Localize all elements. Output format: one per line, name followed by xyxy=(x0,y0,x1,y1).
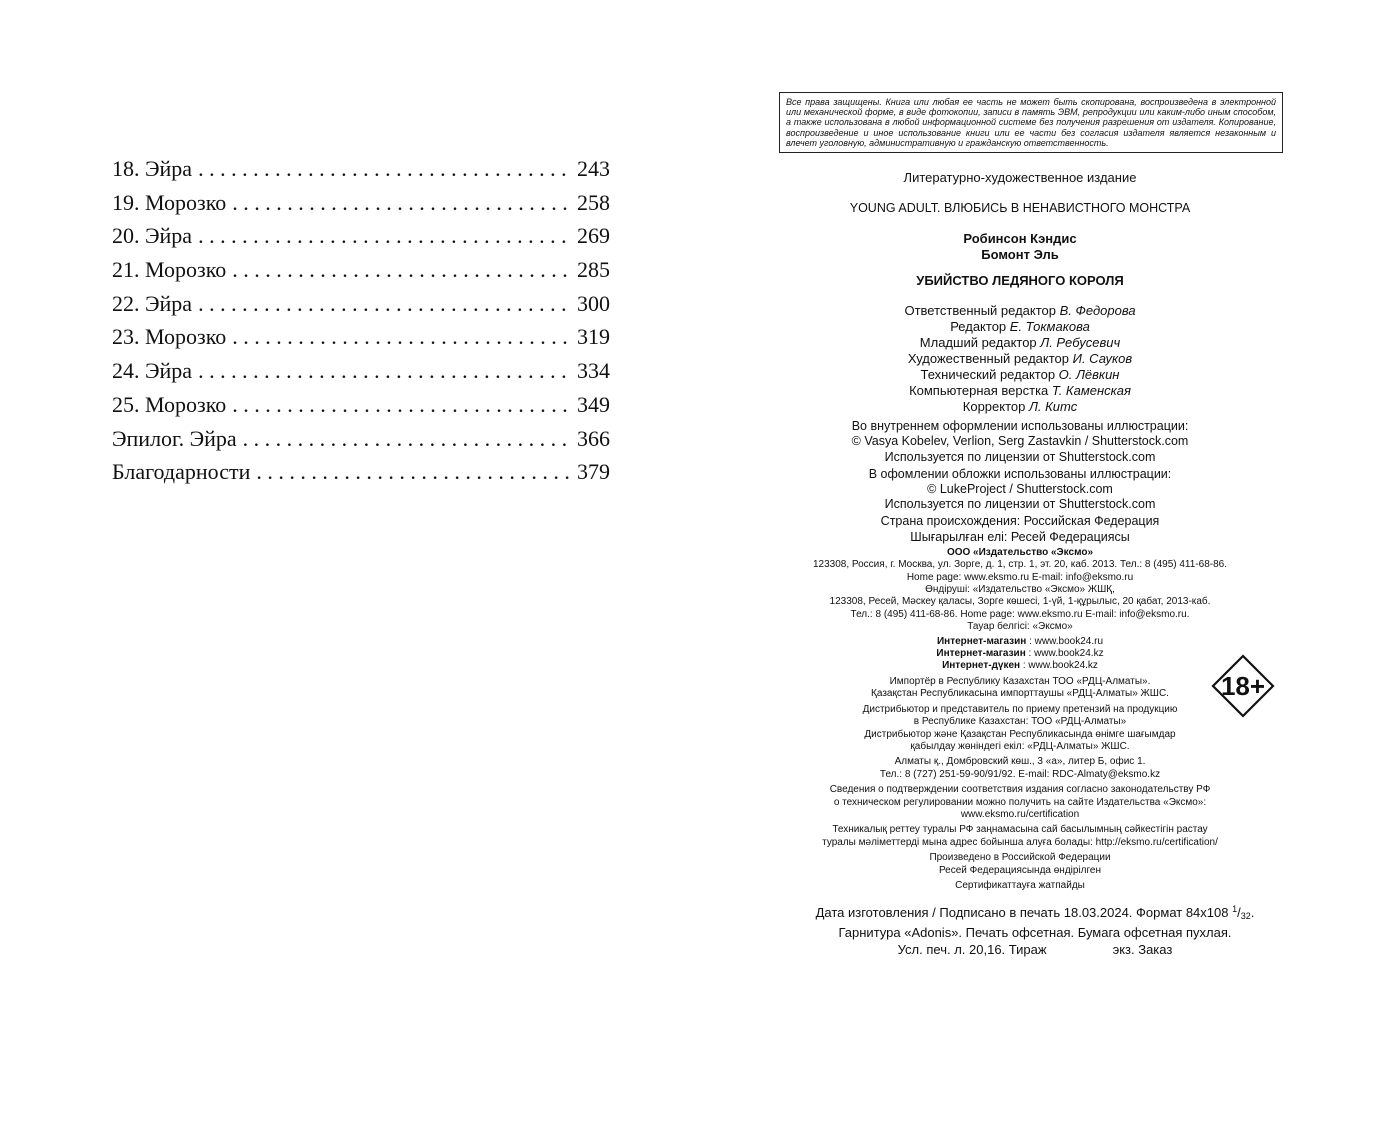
toc-entry-page: 243 xyxy=(577,156,610,181)
online-shop-url: : www.book24.kz xyxy=(1020,660,1098,672)
credit-line xyxy=(770,303,1270,319)
credit-name: Л. Ребусевич xyxy=(1040,335,1121,351)
toc-leader-dots xyxy=(256,455,569,489)
author: Бомонт Эль xyxy=(981,247,1059,263)
credit-role: Ответственный редактор xyxy=(904,303,1056,319)
toc-entry-page: 319 xyxy=(577,324,610,350)
toc-entry-title: 25. Морозко xyxy=(112,391,227,417)
book-title: УБИЙСТВО ЛЕДЯНОГО КОРОЛЯ xyxy=(916,273,1124,289)
kz-contacts: Тел.: 8 (495) 411-68-86. Home page: www.eksmo.ru E-mail: info@eksmo.ru. xyxy=(850,608,1190,620)
credit-role: Редактор xyxy=(950,319,1007,335)
credit-role: Технический редактор xyxy=(920,367,1056,383)
print-date-text: Дата изготовления / Подписано в печать 18.03.2024. Формат 84x108 xyxy=(815,905,1229,920)
credit-name: О. Лёвкин xyxy=(1058,367,1120,383)
kz-address: 123308, Ресей, Мәскеу қаласы, Зорге көшесі, 1-үй, 1-құрылыс, 20 қабат, 2013-каб. xyxy=(829,596,1211,608)
toc-leader-dots xyxy=(198,219,569,253)
kz-trademark: Тауар белгісі: «Эксмо» xyxy=(967,621,1073,633)
toc-entry-title: 23. Морозко xyxy=(112,324,227,350)
toc-leader-dots xyxy=(198,287,569,321)
toc-entry xyxy=(112,152,610,186)
format-numerator: 1 xyxy=(1232,904,1238,914)
age-rating-text: 18+ xyxy=(1220,671,1266,701)
credit-role: Компьютерная верстка xyxy=(909,383,1049,399)
illustration-credit: © LukeProject / Shutterstock.com xyxy=(927,482,1113,497)
online-shop-label: Интернет-дүкен xyxy=(942,660,1021,672)
print-order: экз. Заказ xyxy=(1112,942,1173,957)
toc-entry xyxy=(112,455,610,489)
credit-name: В. Федорова xyxy=(1059,303,1136,319)
online-shop-label: Интернет-магазин xyxy=(936,648,1026,660)
license-note: Используется по лицензии от Shutterstock.com xyxy=(884,497,1156,512)
format-denominator: 32 xyxy=(1240,911,1251,921)
credit-line xyxy=(770,383,1270,399)
importer-kz: Қазақстан Республикасына импорттаушы «РДЦ-Алматы» ЖШС. xyxy=(871,688,1169,700)
typeface-paper: Гарнитура «Adonis». Печать офсетная. Бумага офсетная пухлая. xyxy=(838,924,1232,940)
author: Робинсон Кэндис xyxy=(963,231,1077,247)
toc-leader-dots xyxy=(232,253,569,287)
toc-leader-dots xyxy=(198,152,569,186)
toc-entry xyxy=(112,186,610,220)
toc-entry-page: 300 xyxy=(577,290,610,316)
credit-role: Младший редактор xyxy=(919,335,1037,351)
distributor-line: в Республике Казахстан: ТОО «РДЦ-Алматы» xyxy=(913,716,1127,728)
imprint-block xyxy=(770,170,1270,892)
online-shop xyxy=(770,660,1270,672)
license-note: Используется по лицензии от Shutterstock.com xyxy=(884,449,1156,464)
illustration-note: Во внутреннем оформлении использованы иллюстрации: xyxy=(851,419,1189,434)
publisher-name: ООО «Издательство «Эксмо» xyxy=(946,546,1094,558)
series-name: YOUNG ADULT. ВЛЮБИСЬ В НЕНАВИСТНОГО МОНСТРА xyxy=(849,201,1191,215)
credit-line xyxy=(770,367,1270,383)
table-of-contents xyxy=(112,152,610,489)
publisher-address: 123308, Россия, г. Москва, ул. Зорге, д. 1, стр. 1, эт. 20, каб. 2013. Тел.: 8 (495) 411-68-86. xyxy=(812,559,1228,571)
certification-exempt-kz: Сертификаттауға жатпайды xyxy=(955,879,1085,891)
credit-name: Т. Каменская xyxy=(1051,383,1131,399)
toc-entry-page: 258 xyxy=(577,189,610,215)
toc-entry-title: Благодарности xyxy=(112,459,251,485)
certification-note: о техническом регулировании можно получить на сайте Издательства «Эксмо»: xyxy=(833,796,1207,808)
illustration-credit: © Vasya Kobelev, Verlion, Serg Zastavkin / Shutterstock.com xyxy=(851,434,1189,449)
credit-line xyxy=(770,351,1270,367)
toc-entry xyxy=(112,287,610,321)
toc-entry-page: 285 xyxy=(577,257,610,283)
toc-leader-dots xyxy=(243,422,569,456)
credit-name: И. Сауков xyxy=(1072,351,1133,367)
online-shop-url: : www.book24.ru xyxy=(1026,635,1104,647)
certification-url: www.eksmo.ru/certification xyxy=(960,808,1080,820)
print-run-line xyxy=(780,941,1290,959)
illustration-note: В офомлении обложки использованы иллюстрации: xyxy=(868,466,1172,481)
age-rating-badge xyxy=(1211,654,1275,718)
print-date-format: Дата изготовления / Подписано в печать 18.03.2024. Формат 84x108 $^1$/32. xyxy=(815,904,1255,921)
toc-entry xyxy=(112,219,610,253)
certification-note: Сведения о подтверждении соответствия издания согласно законодательству РФ xyxy=(829,784,1211,796)
made-in-russia-kz: Ресей Федерациясында өндірілген xyxy=(938,864,1102,876)
toc-leader-dots xyxy=(198,354,569,388)
toc-leader-dots xyxy=(232,186,569,220)
credit-role: Корректор xyxy=(962,399,1026,415)
distributor-line: Дистрибьютор және Қазақстан Республикасында өнімге шағымдар xyxy=(864,728,1176,740)
country-of-origin: Страна происхождения: Российская Федерация xyxy=(880,514,1160,529)
certification-note-kz: туралы мәліметтерді мына адрес бойынша алуға болады: http://eksmo.ru/certification/ xyxy=(822,836,1218,848)
toc-entry-title: 19. Морозко xyxy=(112,189,227,215)
toc-entry-page: 334 xyxy=(577,358,610,384)
credit-line xyxy=(770,399,1270,415)
country-of-origin-kz: Шығарылған елі: Ресей Федерациясы xyxy=(910,529,1130,544)
toc-entry xyxy=(112,253,610,287)
toc-entry xyxy=(112,388,610,422)
toc-entry-title: Эпилог. Эйра xyxy=(112,425,237,451)
made-in-russia: Произведено в Российской Федерации xyxy=(929,852,1111,864)
toc-leader-dots xyxy=(232,320,569,354)
edition-type: Литературно-художественное издание xyxy=(903,170,1137,185)
toc-entry-title: 22. Эйра xyxy=(112,290,193,316)
toc-entry xyxy=(112,320,610,354)
credit-name: Е. Токмакова xyxy=(1009,319,1090,335)
toc-leader-dots xyxy=(232,388,569,422)
copyright-notice: Все права защищены. Книга или любая ее часть не может быть скопирована, воспроизведена в электронной или механической форме, в виде фотокопии, записи в память ЭВМ, репродукции или каким-либо иным способом, а также использована в любой информационной системе без получения разрешения от издателя. Копирование, воспроизведение и иное использование книги или ее части без согласия издателя является незаконным и влечет уголовную, административную и гражданскую ответственность. xyxy=(779,92,1283,153)
toc-entry-title: 18. Эйра xyxy=(112,156,193,181)
online-shop-label: Интернет-магазин xyxy=(936,635,1027,647)
toc-entry-title: 20. Эйра xyxy=(112,223,193,249)
kz-producer: Өндіруші: «Издательство «Эксмо» ЖШҚ, xyxy=(925,584,1115,596)
online-shop-url: : www.book24.kz xyxy=(1025,648,1104,660)
distributor-line: Дистрибьютор и представитель по приему претензий на продукцию xyxy=(862,703,1178,715)
publisher-web: Home page: www.eksmo.ru E-mail: info@eksmo.ru xyxy=(906,571,1134,583)
toc-entry-title: 24. Эйра xyxy=(112,358,193,384)
publication-footer xyxy=(780,904,1290,959)
credit-line xyxy=(770,319,1270,335)
online-shop xyxy=(770,648,1270,660)
distributor-line: қабылдау жөніндегі екіл: «РДЦ-Алматы» ЖШС. xyxy=(910,740,1130,752)
toc-entry xyxy=(112,354,610,388)
toc-entry-page: 269 xyxy=(577,223,610,249)
print-sheets: Усл. печ. л. 20,16. Тираж xyxy=(897,942,1047,957)
toc-entry-page: 379 xyxy=(577,459,610,485)
toc-entry-title: 21. Морозко xyxy=(112,257,227,283)
toc-entry-page: 349 xyxy=(577,391,610,417)
credit-line xyxy=(770,335,1270,351)
certification-note-kz: Техникалық реттеу туралы РФ заңнамасына сай басылымның сәйкестігін растау xyxy=(832,824,1208,836)
importer-ru: Импортёр в Республику Казахстан ТОО «РДЦ-Алматы». xyxy=(889,675,1151,687)
toc-entry xyxy=(112,422,610,456)
online-shop xyxy=(770,636,1270,648)
credit-name: Л. Китс xyxy=(1029,399,1078,415)
toc-entry-page: 366 xyxy=(577,425,610,451)
credit-role: Художественный редактор xyxy=(907,351,1070,367)
almaty-contacts: Тел.: 8 (727) 251-59-90/91/92. E-mail: RDC-Almaty@eksmo.kz xyxy=(879,768,1161,780)
almaty-address: Алматы қ., Домбровский көш., 3 «а», литер Б, офис 1. xyxy=(894,756,1146,768)
